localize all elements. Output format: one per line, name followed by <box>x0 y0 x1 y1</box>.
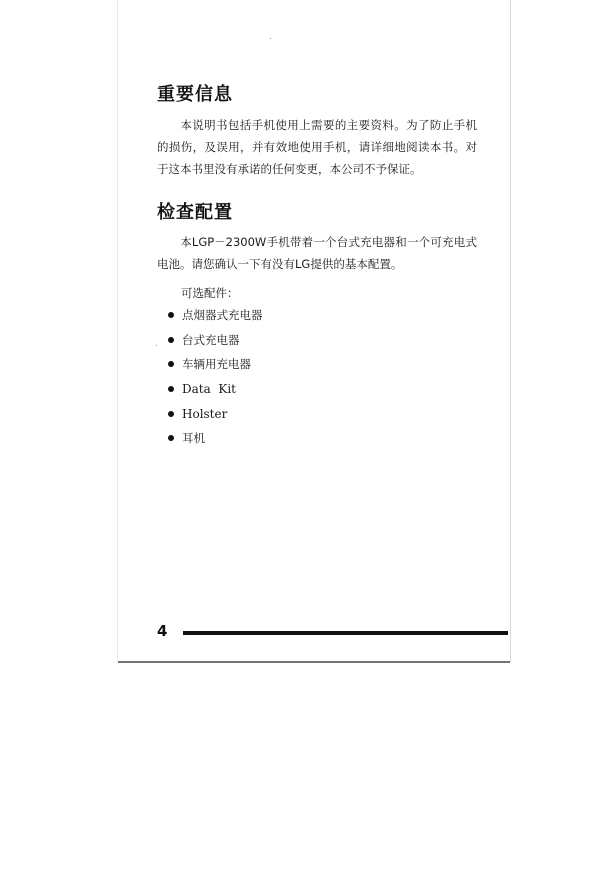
list-item <box>168 328 263 353</box>
page-number: 4 <box>157 622 168 640</box>
list-item <box>168 426 263 451</box>
scan-speck <box>156 345 157 346</box>
list-item-label: 点烟器式充电器 <box>182 308 263 323</box>
optional-accessories-list <box>168 303 263 451</box>
sheet-bottom-edge <box>118 661 510 663</box>
bullet-icon <box>168 337 174 343</box>
bullet-icon <box>168 361 174 367</box>
section-body-check-config <box>157 231 477 275</box>
footer-rule <box>183 631 508 635</box>
list-item-label: 耳机 <box>182 431 205 446</box>
list-item-label: Data Kit <box>182 382 237 397</box>
section-body-text: 本说明书包括手机使用上需要的主要资料。为了防止手机的损伤，及误用，并有效地使用手机，请详细地阅读本书。对于这本书里没有承诺的任何变更，本公司不予保证。 <box>157 118 477 176</box>
list-item <box>168 303 263 328</box>
optional-accessories-label: 可选配件： <box>181 286 239 300</box>
list-item <box>168 377 263 402</box>
list-item-label: 车辆用充电器 <box>182 357 251 372</box>
bullet-icon <box>168 411 174 417</box>
section-heading-important-info: 重要信息 <box>157 84 233 105</box>
list-item-label: Holster <box>182 406 228 421</box>
bullet-icon <box>168 386 174 392</box>
bullet-icon <box>168 435 174 441</box>
bullet-icon <box>168 312 174 318</box>
list-item <box>168 352 263 377</box>
list-item <box>168 401 263 426</box>
section-body-text: 本LGP－2300W手机带着一个台式充电器和一个可充电式电池。请您确认一下有没有LG提供的基本配置。 <box>157 235 477 271</box>
section-heading-check-config: 检查配置 <box>157 202 233 223</box>
list-item-label: 台式充电器 <box>182 332 240 347</box>
section-body-important-info <box>157 114 477 180</box>
scan-speck <box>270 38 271 39</box>
